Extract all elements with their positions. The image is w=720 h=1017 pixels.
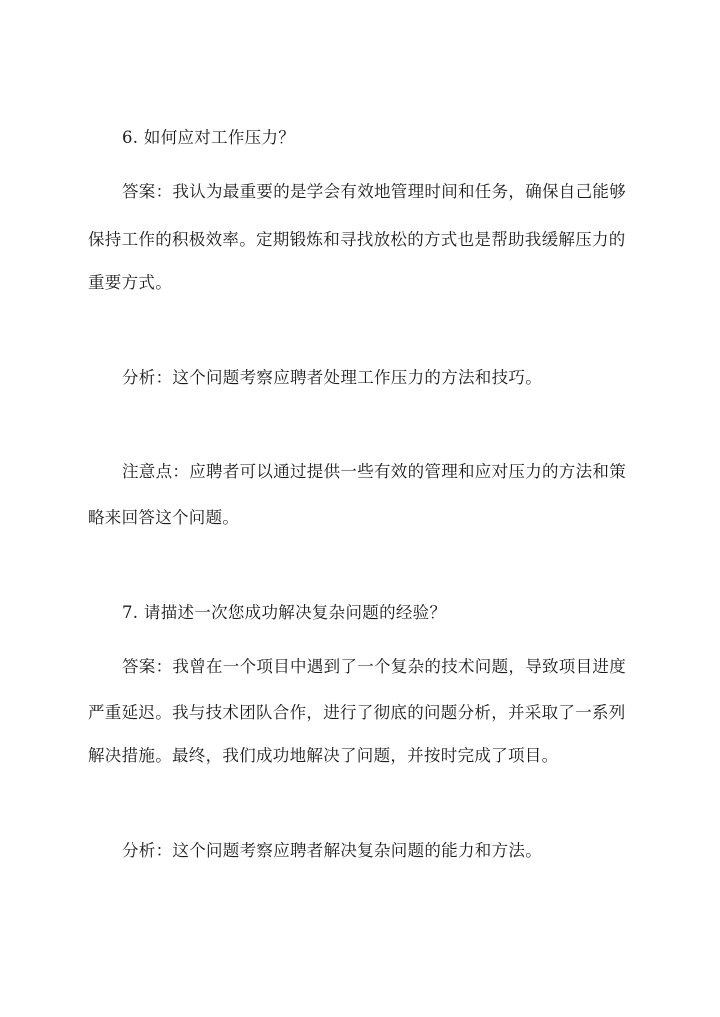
answer-6-line-3: 重要方式。 <box>88 273 172 292</box>
note-6-line-1: 注意点：应聘者可以通过提供一些有效的管理和应对压力的方法和策 <box>122 462 626 481</box>
question-7-heading: 7. 请描述一次您成功解决复杂问题的经验？ <box>122 603 447 622</box>
answer-7-line-2: 严重延迟。我与技术团队合作，进行了彻底的问题分析，并采取了一系列 <box>88 703 626 722</box>
answer-7-line-1: 答案：我曾在一个项目中遇到了一个复杂的技术问题，导致项目进度 <box>122 657 626 676</box>
question-6-heading: 6. 如何应对工作压力？ <box>122 128 296 147</box>
answer-6-line-2: 保持工作的积极效率。定期锻炼和寻找放松的方式也是帮助我缓解压力的 <box>88 230 626 249</box>
analysis-7: 分析：这个问题考察应聘者解决复杂问题的能力和方法。 <box>122 841 542 860</box>
answer-6-line-1: 答案：我认为最重要的是学会有效地管理时间和任务，确保自己能够 <box>122 182 626 201</box>
answer-7-line-3: 解决措施。最终，我们成功地解决了问题，并按时完成了项目。 <box>88 746 559 765</box>
note-6-line-2: 略来回答这个问题。 <box>88 508 240 527</box>
analysis-6: 分析：这个问题考察应聘者处理工作压力的方法和技巧。 <box>122 368 542 387</box>
